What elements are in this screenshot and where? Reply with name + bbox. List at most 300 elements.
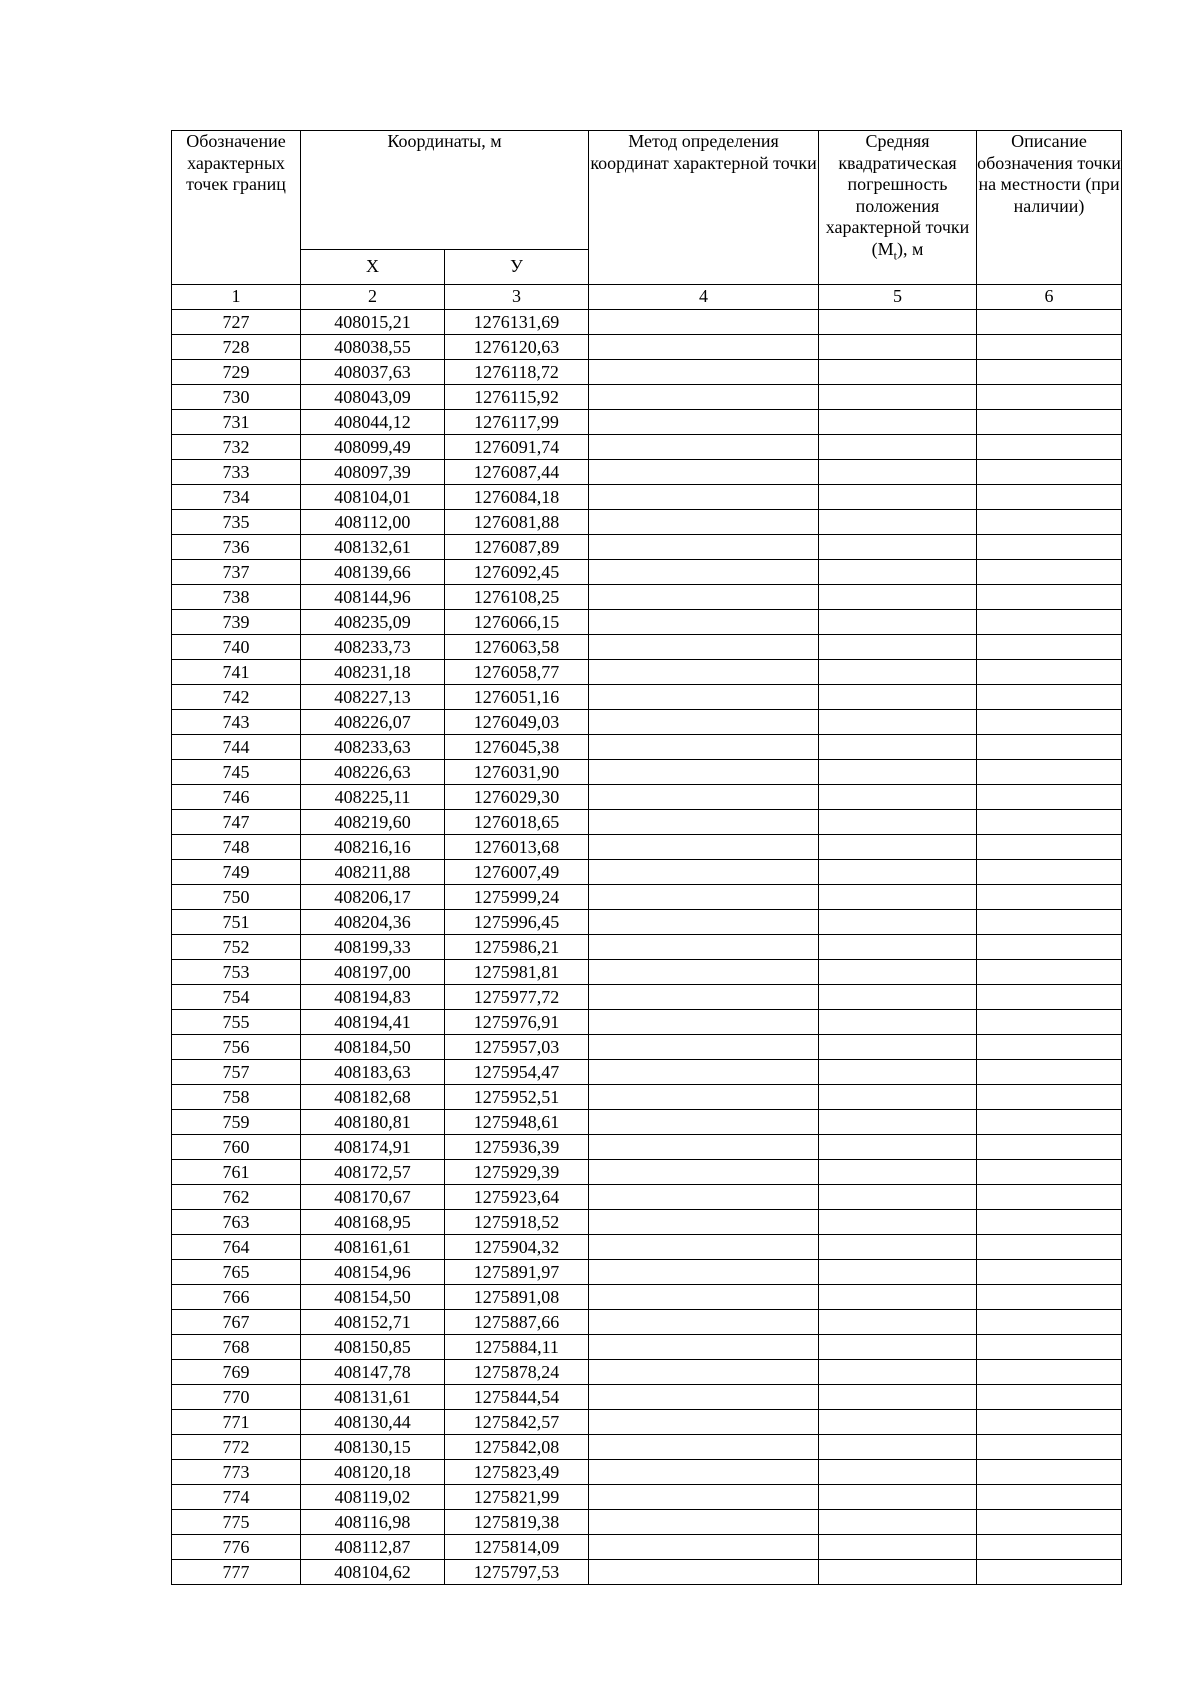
table-row (172, 1285, 1122, 1310)
y-coordinate-cell: 1276131,69 (445, 310, 589, 335)
description-cell (977, 485, 1122, 510)
method-cell (589, 310, 819, 335)
description-cell (977, 735, 1122, 760)
method-cell (589, 1160, 819, 1185)
table-row (172, 985, 1122, 1010)
table-row (172, 1360, 1122, 1385)
point-number-cell: 760 (172, 1135, 301, 1160)
table-row (172, 1460, 1122, 1485)
table-row (172, 310, 1122, 335)
method-cell (589, 1510, 819, 1535)
description-cell (977, 985, 1122, 1010)
x-coordinate-cell: 408099,49 (301, 435, 445, 460)
point-number-cell: 731 (172, 410, 301, 435)
x-coordinate-cell: 408231,18 (301, 660, 445, 685)
description-cell (977, 710, 1122, 735)
table-row (172, 910, 1122, 935)
point-number-cell: 761 (172, 1160, 301, 1185)
table-row (172, 1435, 1122, 1460)
y-coordinate-cell: 1275986,21 (445, 935, 589, 960)
table-row (172, 835, 1122, 860)
error-cell (819, 1185, 977, 1210)
error-cell (819, 985, 977, 1010)
table-row (172, 585, 1122, 610)
coordinates-table (171, 130, 1122, 1585)
error-cell (819, 1310, 977, 1335)
point-number-cell: 765 (172, 1260, 301, 1285)
table-row (172, 1010, 1122, 1035)
table-row (172, 535, 1122, 560)
point-number-cell: 769 (172, 1360, 301, 1385)
header-row (172, 131, 1122, 250)
error-cell (819, 310, 977, 335)
x-coordinate-cell: 408152,71 (301, 1310, 445, 1335)
table-row (172, 710, 1122, 735)
method-cell (589, 410, 819, 435)
table-row (172, 1210, 1122, 1235)
point-number-cell: 737 (172, 560, 301, 585)
header-y: У (445, 250, 589, 285)
y-coordinate-cell: 1275977,72 (445, 985, 589, 1010)
x-coordinate-cell: 408182,68 (301, 1085, 445, 1110)
method-cell (589, 1035, 819, 1060)
y-coordinate-cell: 1276058,77 (445, 660, 589, 685)
y-coordinate-cell: 1276108,25 (445, 585, 589, 610)
method-cell (589, 685, 819, 710)
description-cell (977, 935, 1122, 960)
y-coordinate-cell: 1276087,44 (445, 460, 589, 485)
y-coordinate-cell: 1276045,38 (445, 735, 589, 760)
point-number-cell: 748 (172, 835, 301, 860)
x-coordinate-cell: 408150,85 (301, 1335, 445, 1360)
y-coordinate-cell: 1276092,45 (445, 560, 589, 585)
point-number-cell: 767 (172, 1310, 301, 1335)
description-cell (977, 1460, 1122, 1485)
method-cell (589, 1360, 819, 1385)
error-cell (819, 660, 977, 685)
table-row (172, 785, 1122, 810)
y-coordinate-cell: 1275797,53 (445, 1560, 589, 1585)
table-row (172, 760, 1122, 785)
method-cell (589, 935, 819, 960)
point-number-cell: 776 (172, 1535, 301, 1560)
error-cell (819, 685, 977, 710)
y-coordinate-cell: 1276051,16 (445, 685, 589, 710)
column-number: 5 (819, 285, 977, 310)
header-point-designation: Обозначение характерных точек границ (172, 131, 301, 285)
point-number-cell: 766 (172, 1285, 301, 1310)
point-number-cell: 753 (172, 960, 301, 985)
x-coordinate-cell: 408154,50 (301, 1285, 445, 1310)
method-cell (589, 1410, 819, 1435)
y-coordinate-cell: 1275878,24 (445, 1360, 589, 1385)
error-cell (819, 1435, 977, 1460)
point-number-cell: 745 (172, 760, 301, 785)
description-cell (977, 835, 1122, 860)
error-cell (819, 810, 977, 835)
table-row (172, 935, 1122, 960)
error-cell (819, 1135, 977, 1160)
point-number-cell: 734 (172, 485, 301, 510)
method-cell (589, 510, 819, 535)
table-row (172, 1560, 1122, 1585)
description-cell (977, 435, 1122, 460)
error-cell (819, 585, 977, 610)
point-number-cell: 751 (172, 910, 301, 935)
point-number-cell: 770 (172, 1385, 301, 1410)
description-cell (977, 635, 1122, 660)
point-number-cell: 763 (172, 1210, 301, 1235)
x-coordinate-cell: 408172,57 (301, 1160, 445, 1185)
point-number-cell: 729 (172, 360, 301, 385)
method-cell (589, 885, 819, 910)
x-coordinate-cell: 408170,67 (301, 1185, 445, 1210)
table-row (172, 1060, 1122, 1085)
point-number-cell: 774 (172, 1485, 301, 1510)
method-cell (589, 1535, 819, 1560)
error-cell (819, 1535, 977, 1560)
x-coordinate-cell: 408120,18 (301, 1460, 445, 1485)
description-cell (977, 610, 1122, 635)
error-cell (819, 485, 977, 510)
table-row (172, 460, 1122, 485)
table-row (172, 1335, 1122, 1360)
point-number-cell: 775 (172, 1510, 301, 1535)
description-cell (977, 1410, 1122, 1435)
description-cell (977, 410, 1122, 435)
method-cell (589, 535, 819, 560)
x-coordinate-cell: 408116,98 (301, 1510, 445, 1535)
description-cell (977, 360, 1122, 385)
x-coordinate-cell: 408194,41 (301, 1010, 445, 1035)
x-coordinate-cell: 408097,39 (301, 460, 445, 485)
table-row (172, 610, 1122, 635)
point-number-cell: 738 (172, 585, 301, 610)
column-number: 2 (301, 285, 445, 310)
method-cell (589, 1235, 819, 1260)
table-row (172, 1260, 1122, 1285)
point-number-cell: 752 (172, 935, 301, 960)
table-row (172, 885, 1122, 910)
header-error (819, 131, 977, 285)
x-coordinate-cell: 408015,21 (301, 310, 445, 335)
point-number-cell: 736 (172, 535, 301, 560)
method-cell (589, 1460, 819, 1485)
description-cell (977, 1185, 1122, 1210)
column-number-row (172, 285, 1122, 310)
method-cell (589, 735, 819, 760)
table-row (172, 360, 1122, 385)
table-row (172, 485, 1122, 510)
method-cell (589, 1110, 819, 1135)
y-coordinate-cell: 1275918,52 (445, 1210, 589, 1235)
method-cell (589, 760, 819, 785)
point-number-cell: 728 (172, 335, 301, 360)
table-row (172, 385, 1122, 410)
error-cell (819, 1510, 977, 1535)
x-coordinate-cell: 408144,96 (301, 585, 445, 610)
x-coordinate-cell: 408233,73 (301, 635, 445, 660)
description-cell (977, 1285, 1122, 1310)
point-number-cell: 740 (172, 635, 301, 660)
y-coordinate-cell: 1275904,32 (445, 1235, 589, 1260)
y-coordinate-cell: 1275999,24 (445, 885, 589, 910)
error-cell (819, 610, 977, 635)
error-cell (819, 1060, 977, 1085)
description-cell (977, 1310, 1122, 1335)
table-row (172, 1310, 1122, 1335)
table-row (172, 1160, 1122, 1185)
x-coordinate-cell: 408119,02 (301, 1485, 445, 1510)
point-number-cell: 739 (172, 610, 301, 635)
x-coordinate-cell: 408132,61 (301, 535, 445, 560)
y-coordinate-cell: 1276013,68 (445, 835, 589, 860)
header-error-tail: ), м (896, 238, 924, 259)
x-coordinate-cell: 408147,78 (301, 1360, 445, 1385)
y-coordinate-cell: 1275844,54 (445, 1385, 589, 1410)
y-coordinate-cell: 1276031,90 (445, 760, 589, 785)
method-cell (589, 585, 819, 610)
description-cell (977, 335, 1122, 360)
table-row (172, 735, 1122, 760)
method-cell (589, 1210, 819, 1235)
table-row (172, 1085, 1122, 1110)
x-coordinate-cell: 408206,17 (301, 885, 445, 910)
table-row (172, 560, 1122, 585)
table-row (172, 1385, 1122, 1410)
y-coordinate-cell: 1276018,65 (445, 810, 589, 835)
header-method: Метод определения координат характерной точки (589, 131, 819, 285)
description-cell (977, 1260, 1122, 1285)
description-cell (977, 585, 1122, 610)
table-row (172, 635, 1122, 660)
description-cell (977, 1235, 1122, 1260)
table-row (172, 335, 1122, 360)
y-coordinate-cell: 1275887,66 (445, 1310, 589, 1335)
point-number-cell: 733 (172, 460, 301, 485)
x-coordinate-cell: 408154,96 (301, 1260, 445, 1285)
x-coordinate-cell: 408226,63 (301, 760, 445, 785)
x-coordinate-cell: 408104,01 (301, 485, 445, 510)
method-cell (589, 985, 819, 1010)
y-coordinate-cell: 1276049,03 (445, 710, 589, 735)
x-coordinate-cell: 408216,16 (301, 835, 445, 860)
x-coordinate-cell: 408183,63 (301, 1060, 445, 1085)
error-cell (819, 1110, 977, 1135)
table-row (172, 1110, 1122, 1135)
x-coordinate-cell: 408161,61 (301, 1235, 445, 1260)
point-number-cell: 727 (172, 310, 301, 335)
x-coordinate-cell: 408199,33 (301, 935, 445, 960)
error-cell (819, 1160, 977, 1185)
y-coordinate-cell: 1276063,58 (445, 635, 589, 660)
error-cell (819, 1460, 977, 1485)
column-number: 3 (445, 285, 589, 310)
table-row (172, 1485, 1122, 1510)
description-cell (977, 1535, 1122, 1560)
x-coordinate-cell: 408197,00 (301, 960, 445, 985)
method-cell (589, 610, 819, 635)
method-cell (589, 385, 819, 410)
y-coordinate-cell: 1276081,88 (445, 510, 589, 535)
method-cell (589, 960, 819, 985)
method-cell (589, 1010, 819, 1035)
y-coordinate-cell: 1276029,30 (445, 785, 589, 810)
point-number-cell: 742 (172, 685, 301, 710)
x-coordinate-cell: 408227,13 (301, 685, 445, 710)
error-cell (819, 1385, 977, 1410)
description-cell (977, 1060, 1122, 1085)
table-row (172, 1410, 1122, 1435)
x-coordinate-cell: 408226,07 (301, 710, 445, 735)
point-number-cell: 744 (172, 735, 301, 760)
x-coordinate-cell: 408130,15 (301, 1435, 445, 1460)
method-cell (589, 1260, 819, 1285)
method-cell (589, 860, 819, 885)
error-cell (819, 860, 977, 885)
table-row (172, 810, 1122, 835)
error-cell (819, 935, 977, 960)
y-coordinate-cell: 1276120,63 (445, 335, 589, 360)
table-row (172, 1510, 1122, 1535)
method-cell (589, 1085, 819, 1110)
error-cell (819, 510, 977, 535)
y-coordinate-cell: 1275923,64 (445, 1185, 589, 1210)
error-cell (819, 360, 977, 385)
y-coordinate-cell: 1275819,38 (445, 1510, 589, 1535)
x-coordinate-cell: 408104,62 (301, 1560, 445, 1585)
point-number-cell: 755 (172, 1010, 301, 1035)
x-coordinate-cell: 408180,81 (301, 1110, 445, 1135)
description-cell (977, 1110, 1122, 1135)
y-coordinate-cell: 1275929,39 (445, 1160, 589, 1185)
y-coordinate-cell: 1275823,49 (445, 1460, 589, 1485)
description-cell (977, 860, 1122, 885)
x-coordinate-cell: 408194,83 (301, 985, 445, 1010)
x-coordinate-cell: 408233,63 (301, 735, 445, 760)
y-coordinate-cell: 1275954,47 (445, 1060, 589, 1085)
x-coordinate-cell: 408112,00 (301, 510, 445, 535)
table-row (172, 410, 1122, 435)
column-number: 4 (589, 285, 819, 310)
method-cell (589, 660, 819, 685)
error-cell (819, 1285, 977, 1310)
table-row (172, 860, 1122, 885)
error-cell (819, 335, 977, 360)
method-cell (589, 1060, 819, 1085)
x-coordinate-cell: 408235,09 (301, 610, 445, 635)
y-coordinate-cell: 1276066,15 (445, 610, 589, 635)
description-cell (977, 460, 1122, 485)
header-x: Х (301, 250, 445, 285)
description-cell (977, 1510, 1122, 1535)
point-number-cell: 772 (172, 1435, 301, 1460)
x-coordinate-cell: 408219,60 (301, 810, 445, 835)
y-coordinate-cell: 1275996,45 (445, 910, 589, 935)
method-cell (589, 1485, 819, 1510)
y-coordinate-cell: 1275957,03 (445, 1035, 589, 1060)
y-coordinate-cell: 1275976,91 (445, 1010, 589, 1035)
error-cell (819, 760, 977, 785)
error-cell (819, 410, 977, 435)
table-row (172, 435, 1122, 460)
description-cell (977, 1085, 1122, 1110)
method-cell (589, 335, 819, 360)
description-cell (977, 1135, 1122, 1160)
method-cell (589, 1310, 819, 1335)
description-cell (977, 660, 1122, 685)
header-description: Описание обозначения точки на местности (при наличии) (977, 131, 1122, 285)
header-error-sub: t (893, 248, 897, 263)
column-number: 1 (172, 285, 301, 310)
error-cell (819, 785, 977, 810)
error-cell (819, 710, 977, 735)
description-cell (977, 685, 1122, 710)
error-cell (819, 835, 977, 860)
table-row (172, 1235, 1122, 1260)
error-cell (819, 1335, 977, 1360)
error-cell (819, 1035, 977, 1060)
x-coordinate-cell: 408168,95 (301, 1210, 445, 1235)
method-cell (589, 460, 819, 485)
point-number-cell: 741 (172, 660, 301, 685)
y-coordinate-cell: 1276118,72 (445, 360, 589, 385)
description-cell (977, 1035, 1122, 1060)
method-cell (589, 1335, 819, 1360)
method-cell (589, 810, 819, 835)
y-coordinate-cell: 1275842,57 (445, 1410, 589, 1435)
error-cell (819, 1410, 977, 1435)
point-number-cell: 746 (172, 785, 301, 810)
x-coordinate-cell: 408112,87 (301, 1535, 445, 1560)
point-number-cell: 777 (172, 1560, 301, 1585)
point-number-cell: 735 (172, 510, 301, 535)
x-coordinate-cell: 408174,91 (301, 1135, 445, 1160)
y-coordinate-cell: 1275936,39 (445, 1135, 589, 1160)
description-cell (977, 1010, 1122, 1035)
x-coordinate-cell: 408139,66 (301, 560, 445, 585)
error-cell (819, 1085, 977, 1110)
description-cell (977, 1485, 1122, 1510)
point-number-cell: 732 (172, 435, 301, 460)
point-number-cell: 747 (172, 810, 301, 835)
description-cell (977, 560, 1122, 585)
y-coordinate-cell: 1276087,89 (445, 535, 589, 560)
error-cell (819, 910, 977, 935)
point-number-cell: 750 (172, 885, 301, 910)
description-cell (977, 1210, 1122, 1235)
method-cell (589, 710, 819, 735)
description-cell (977, 385, 1122, 410)
x-coordinate-cell: 408044,12 (301, 410, 445, 435)
y-coordinate-cell: 1276084,18 (445, 485, 589, 510)
point-number-cell: 749 (172, 860, 301, 885)
y-coordinate-cell: 1276007,49 (445, 860, 589, 885)
point-number-cell: 756 (172, 1035, 301, 1060)
method-cell (589, 560, 819, 585)
error-cell (819, 1560, 977, 1585)
table-row (172, 1535, 1122, 1560)
description-cell (977, 1385, 1122, 1410)
y-coordinate-cell: 1275948,61 (445, 1110, 589, 1135)
error-cell (819, 560, 977, 585)
y-coordinate-cell: 1276117,99 (445, 410, 589, 435)
error-cell (819, 635, 977, 660)
method-cell (589, 835, 819, 860)
x-coordinate-cell: 408130,44 (301, 1410, 445, 1435)
description-cell (977, 1560, 1122, 1585)
description-cell (977, 910, 1122, 935)
